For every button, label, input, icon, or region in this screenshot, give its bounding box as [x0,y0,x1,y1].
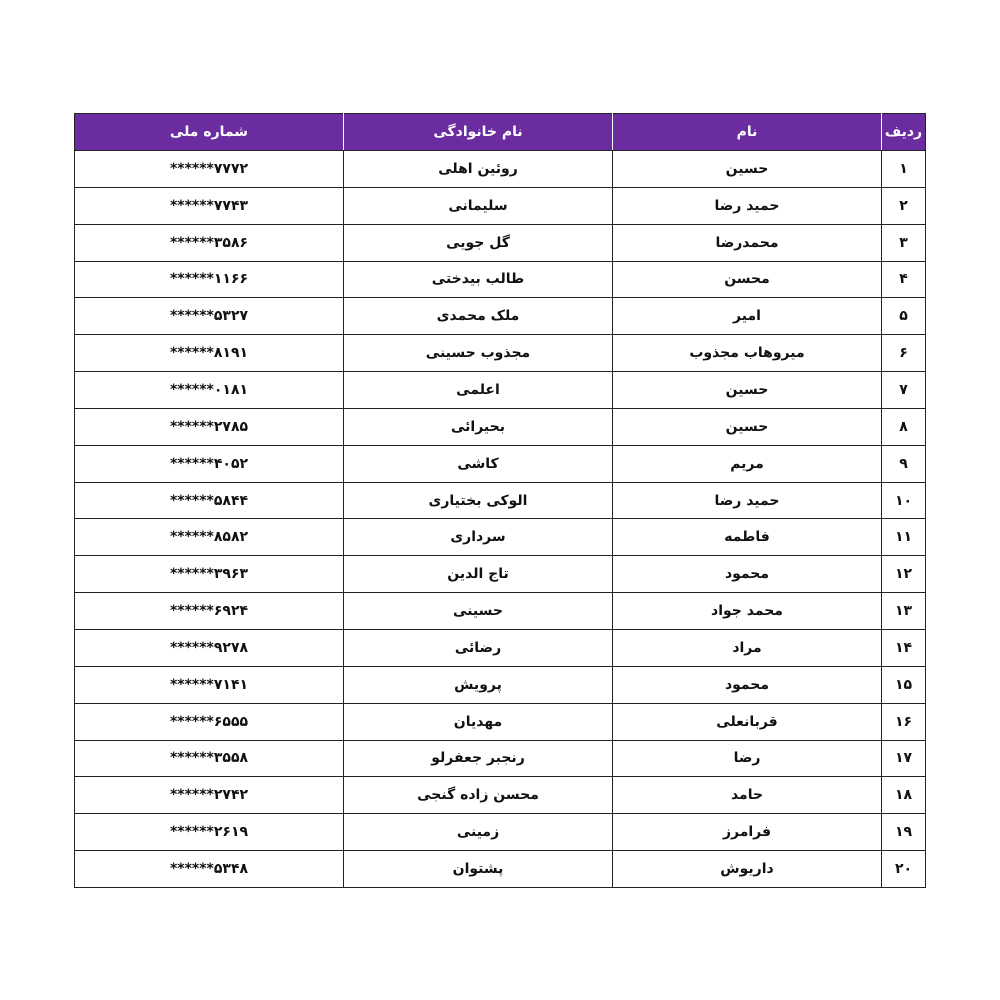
first-name-cell: قربانعلی [613,703,882,740]
row-number-cell: ۱ [882,151,926,188]
last-name-cell: مجذوب حسینی [344,335,613,372]
row-number-cell: ۲ [882,187,926,224]
table-body [75,151,926,888]
national-id-cell: ******۷۷۷۲ [75,151,344,188]
national-id-cell: ******۵۸۴۴ [75,482,344,519]
row-number-cell: ۱۸ [882,777,926,814]
national-id-cell: ******۳۵۸۶ [75,224,344,261]
table-header [75,114,926,151]
row-number-cell: ۱۱ [882,519,926,556]
row-number-cell: ۱۳ [882,593,926,630]
national-id-cell: ******۴۰۵۲ [75,445,344,482]
national-id-cell: ******۷۱۴۱ [75,666,344,703]
first-name-cell: حامد [613,777,882,814]
last-name-cell: زمینی [344,814,613,851]
last-name-cell: الوکی بختیاری [344,482,613,519]
first-name-cell: محمد جواد [613,593,882,630]
table-row [75,408,926,445]
national-id-cell: ******۳۹۶۳ [75,556,344,593]
table-row [75,814,926,851]
header-last-name: نام خانوادگی [344,114,613,151]
table-row [75,703,926,740]
national-id-cell: ******۸۱۹۱ [75,335,344,372]
last-name-cell: مهدیان [344,703,613,740]
first-name-cell: حسین [613,151,882,188]
first-name-cell: حسین [613,372,882,409]
last-name-cell: روئین اهلی [344,151,613,188]
table-row [75,593,926,630]
first-name-cell: محمود [613,556,882,593]
last-name-cell: ملک محمدی [344,298,613,335]
last-name-cell: رضائی [344,629,613,666]
national-id-cell: ******۶۹۲۴ [75,593,344,630]
table-row [75,298,926,335]
table-row [75,261,926,298]
first-name-cell: داریوش [613,851,882,888]
last-name-cell: سرداری [344,519,613,556]
row-number-cell: ۲۰ [882,851,926,888]
table-row [75,519,926,556]
row-number-cell: ۱۶ [882,703,926,740]
last-name-cell: طالب بیدختی [344,261,613,298]
row-number-cell: ۸ [882,408,926,445]
first-name-cell: فرامرز [613,814,882,851]
row-number-cell: ۳ [882,224,926,261]
row-number-cell: ۵ [882,298,926,335]
last-name-cell: بحیرائی [344,408,613,445]
national-id-cell: ******۲۶۱۹ [75,814,344,851]
national-id-cell: ******۲۷۴۲ [75,777,344,814]
table-row [75,666,926,703]
row-number-cell: ۶ [882,335,926,372]
first-name-cell: محسن [613,261,882,298]
header-row-number: ردیف [882,114,926,151]
row-number-cell: ۷ [882,372,926,409]
table-row [75,445,926,482]
table-row [75,740,926,777]
first-name-cell: مراد [613,629,882,666]
row-number-cell: ۹ [882,445,926,482]
row-number-cell: ۱۰ [882,482,926,519]
header-first-name: نام [613,114,882,151]
last-name-cell: کاشی [344,445,613,482]
last-name-cell: اعلمی [344,372,613,409]
national-id-cell: ******۶۵۵۵ [75,703,344,740]
row-number-cell: ۱۵ [882,666,926,703]
last-name-cell: گل جویی [344,224,613,261]
table-row [75,851,926,888]
last-name-cell: سلیمانی [344,187,613,224]
table-row [75,151,926,188]
national-id-cell: ******۰۱۸۱ [75,372,344,409]
table-row [75,224,926,261]
roster-sheet [74,113,925,888]
first-name-cell: محمدرضا [613,224,882,261]
national-id-cell: ******۸۵۸۲ [75,519,344,556]
first-name-cell: حمید رضا [613,187,882,224]
row-number-cell: ۱۷ [882,740,926,777]
first-name-cell: میروهاب مجذوب [613,335,882,372]
table-row [75,482,926,519]
row-number-cell: ۴ [882,261,926,298]
national-id-cell: ******۲۷۸۵ [75,408,344,445]
table-row [75,777,926,814]
row-number-cell: ۱۲ [882,556,926,593]
header-national-id: شماره ملی [75,114,344,151]
first-name-cell: فاطمه [613,519,882,556]
row-number-cell: ۱۹ [882,814,926,851]
table-row [75,556,926,593]
table-row [75,335,926,372]
table-row [75,372,926,409]
national-id-cell: ******۷۷۴۳ [75,187,344,224]
last-name-cell: پرویش [344,666,613,703]
last-name-cell: پشتوان [344,851,613,888]
table-row [75,187,926,224]
first-name-cell: محمود [613,666,882,703]
roster-table [74,113,926,888]
national-id-cell: ******۹۲۷۸ [75,629,344,666]
last-name-cell: محسن زاده گنجی [344,777,613,814]
last-name-cell: رنجبر جعفرلو [344,740,613,777]
national-id-cell: ******۳۵۵۸ [75,740,344,777]
first-name-cell: حسین [613,408,882,445]
table-row [75,629,926,666]
last-name-cell: حسینی [344,593,613,630]
national-id-cell: ******۵۳۴۸ [75,851,344,888]
first-name-cell: حمید رضا [613,482,882,519]
first-name-cell: مریم [613,445,882,482]
first-name-cell: رضا [613,740,882,777]
row-number-cell: ۱۴ [882,629,926,666]
last-name-cell: تاج الدین [344,556,613,593]
first-name-cell: امیر [613,298,882,335]
header-row [75,114,926,151]
national-id-cell: ******۱۱۶۶ [75,261,344,298]
national-id-cell: ******۵۳۲۷ [75,298,344,335]
